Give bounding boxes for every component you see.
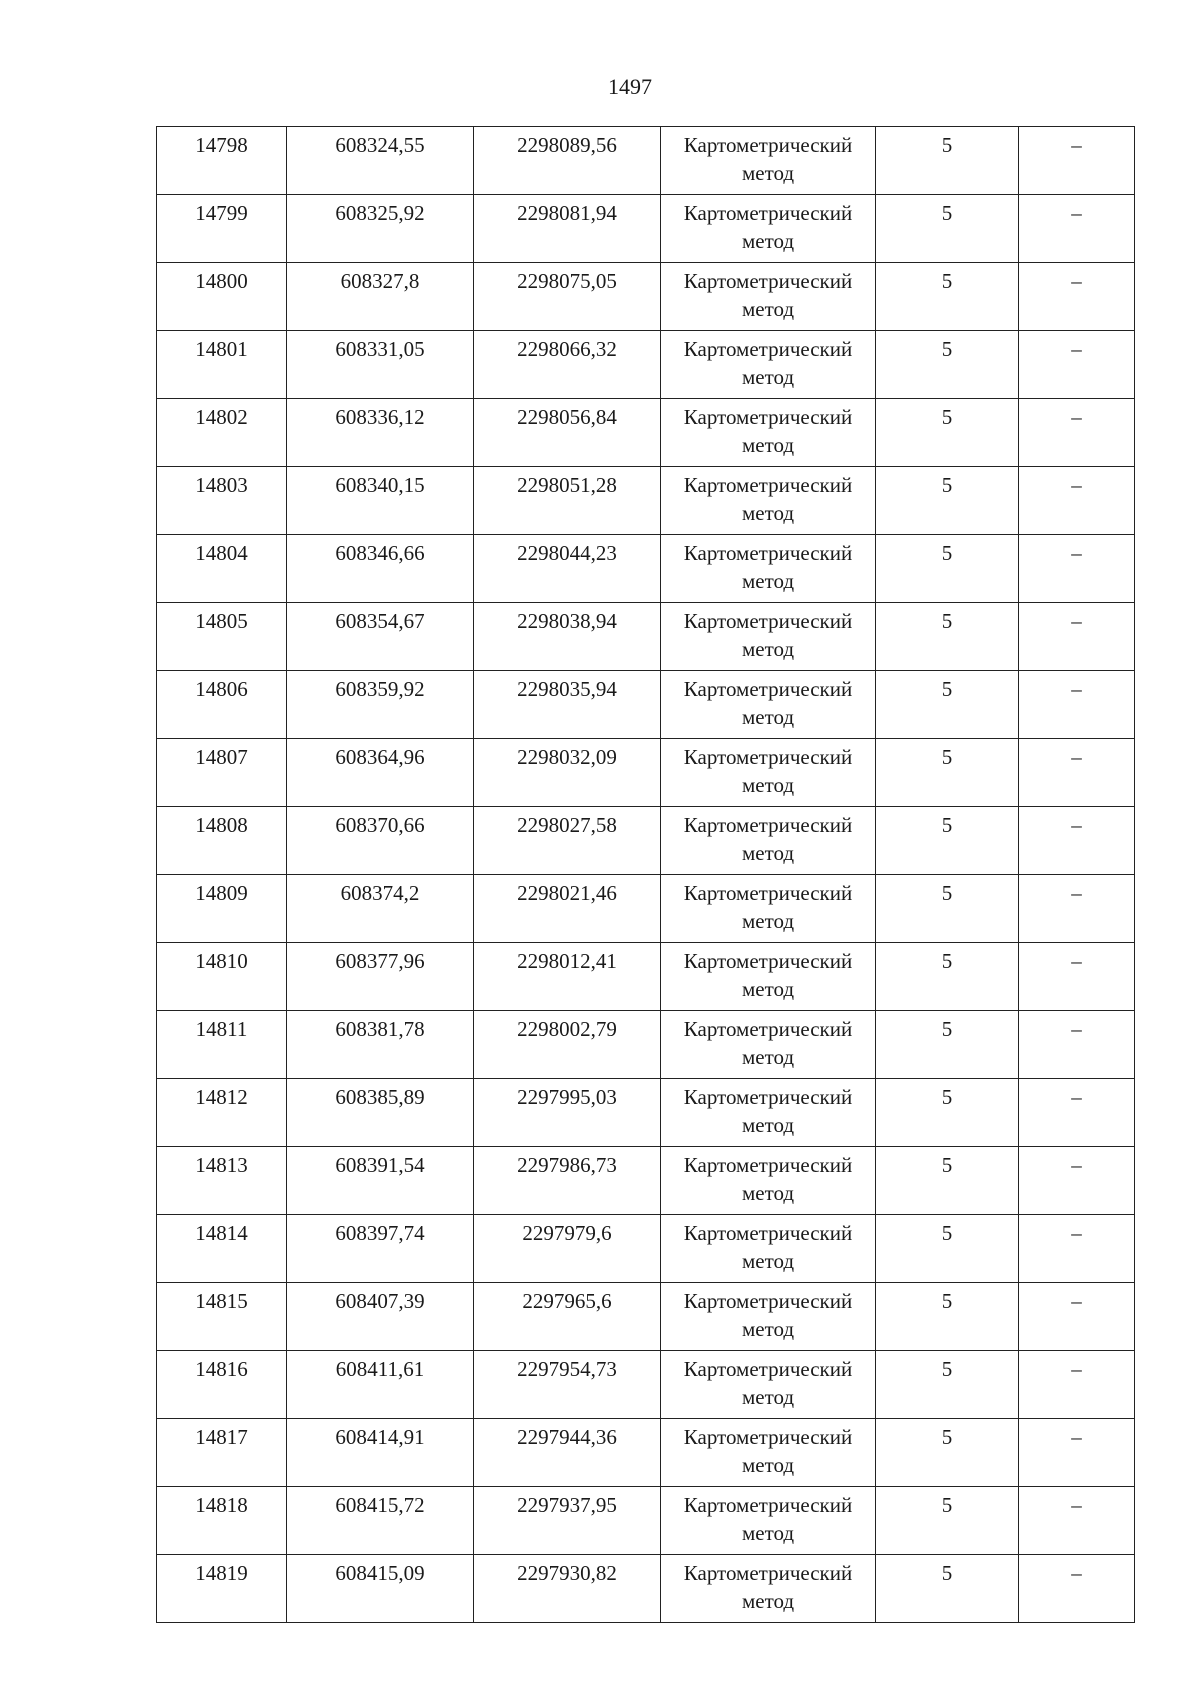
- accuracy-cell: 5: [876, 127, 1019, 195]
- method-cell: [661, 1555, 876, 1623]
- x-coordinate-cell: 608377,96: [287, 943, 474, 1011]
- method-text: Картометрический метод: [683, 745, 853, 797]
- method-text: Картометрический метод: [683, 1493, 853, 1545]
- note-cell: –: [1019, 1011, 1135, 1079]
- accuracy-cell: 5: [876, 671, 1019, 739]
- accuracy-cell: 5: [876, 603, 1019, 671]
- note-cell: –: [1019, 1487, 1135, 1555]
- table-row: [157, 943, 1135, 1011]
- table-row: [157, 1487, 1135, 1555]
- y-coordinate-cell: 2297930,82: [474, 1555, 661, 1623]
- method-text: Картометрический метод: [683, 1017, 853, 1069]
- table-row: [157, 875, 1135, 943]
- x-coordinate-cell: 608415,72: [287, 1487, 474, 1555]
- y-coordinate-cell: 2298038,94: [474, 603, 661, 671]
- y-coordinate-cell: 2298075,05: [474, 263, 661, 331]
- note-cell: –: [1019, 1351, 1135, 1419]
- method-text: Картометрический метод: [683, 269, 853, 321]
- x-coordinate-cell: 608364,96: [287, 739, 474, 807]
- y-coordinate-cell: 2298032,09: [474, 739, 661, 807]
- accuracy-cell: 5: [876, 1079, 1019, 1147]
- table-row: [157, 1555, 1135, 1623]
- point-id-cell: 14819: [157, 1555, 287, 1623]
- method-text: Картометрический метод: [683, 473, 853, 525]
- table-row: [157, 807, 1135, 875]
- y-coordinate-cell: 2298021,46: [474, 875, 661, 943]
- x-coordinate-cell: 608411,61: [287, 1351, 474, 1419]
- note-cell: –: [1019, 127, 1135, 195]
- y-coordinate-cell: 2298027,58: [474, 807, 661, 875]
- method-cell: [661, 399, 876, 467]
- y-coordinate-cell: 2297995,03: [474, 1079, 661, 1147]
- method-cell: [661, 807, 876, 875]
- method-cell: [661, 1419, 876, 1487]
- accuracy-cell: 5: [876, 467, 1019, 535]
- point-id-cell: 14811: [157, 1011, 287, 1079]
- x-coordinate-cell: 608385,89: [287, 1079, 474, 1147]
- accuracy-cell: 5: [876, 739, 1019, 807]
- accuracy-cell: 5: [876, 263, 1019, 331]
- method-text: Картометрический метод: [683, 813, 853, 865]
- method-text: Картометрический метод: [683, 133, 853, 185]
- x-coordinate-cell: 608359,92: [287, 671, 474, 739]
- method-text: Картометрический метод: [683, 1153, 853, 1205]
- note-cell: –: [1019, 671, 1135, 739]
- note-cell: –: [1019, 943, 1135, 1011]
- accuracy-cell: 5: [876, 1555, 1019, 1623]
- method-cell: [661, 671, 876, 739]
- accuracy-cell: 5: [876, 331, 1019, 399]
- note-cell: –: [1019, 331, 1135, 399]
- x-coordinate-cell: 608340,15: [287, 467, 474, 535]
- accuracy-cell: 5: [876, 1487, 1019, 1555]
- x-coordinate-cell: 608324,55: [287, 127, 474, 195]
- accuracy-cell: 5: [876, 195, 1019, 263]
- note-cell: –: [1019, 1555, 1135, 1623]
- accuracy-cell: 5: [876, 1147, 1019, 1215]
- table-row: [157, 195, 1135, 263]
- note-cell: –: [1019, 1283, 1135, 1351]
- table-row: [157, 1351, 1135, 1419]
- accuracy-cell: 5: [876, 1283, 1019, 1351]
- method-text: Картометрический метод: [683, 949, 853, 1001]
- table-row: [157, 1011, 1135, 1079]
- x-coordinate-cell: 608414,91: [287, 1419, 474, 1487]
- point-id-cell: 14799: [157, 195, 287, 263]
- accuracy-cell: 5: [876, 399, 1019, 467]
- point-id-cell: 14809: [157, 875, 287, 943]
- point-id-cell: 14800: [157, 263, 287, 331]
- x-coordinate-cell: 608407,39: [287, 1283, 474, 1351]
- method-text: Картометрический метод: [683, 1357, 853, 1409]
- table-row: [157, 1419, 1135, 1487]
- y-coordinate-cell: 2298012,41: [474, 943, 661, 1011]
- note-cell: –: [1019, 875, 1135, 943]
- note-cell: –: [1019, 467, 1135, 535]
- y-coordinate-cell: 2298035,94: [474, 671, 661, 739]
- accuracy-cell: 5: [876, 1351, 1019, 1419]
- x-coordinate-cell: 608415,09: [287, 1555, 474, 1623]
- method-cell: [661, 263, 876, 331]
- point-id-cell: 14814: [157, 1215, 287, 1283]
- accuracy-cell: 5: [876, 1215, 1019, 1283]
- note-cell: –: [1019, 1147, 1135, 1215]
- y-coordinate-cell: 2297937,95: [474, 1487, 661, 1555]
- method-text: Картометрический метод: [683, 1085, 853, 1137]
- table-row: [157, 399, 1135, 467]
- point-id-cell: 14812: [157, 1079, 287, 1147]
- y-coordinate-cell: 2297954,73: [474, 1351, 661, 1419]
- table-row: [157, 1283, 1135, 1351]
- method-text: Картометрический метод: [683, 1561, 853, 1613]
- coordinates-table: [156, 126, 1135, 1623]
- accuracy-cell: 5: [876, 807, 1019, 875]
- method-text: Картометрический метод: [683, 1425, 853, 1477]
- x-coordinate-cell: 608325,92: [287, 195, 474, 263]
- point-id-cell: 14805: [157, 603, 287, 671]
- x-coordinate-cell: 608336,12: [287, 399, 474, 467]
- note-cell: –: [1019, 603, 1135, 671]
- note-cell: –: [1019, 535, 1135, 603]
- method-text: Картометрический метод: [683, 201, 853, 253]
- table-row: [157, 467, 1135, 535]
- method-text: Картометрический метод: [683, 337, 853, 389]
- table-row: [157, 1147, 1135, 1215]
- table-row: [157, 671, 1135, 739]
- table-row: [157, 127, 1135, 195]
- point-id-cell: 14818: [157, 1487, 287, 1555]
- table-row: [157, 739, 1135, 807]
- point-id-cell: 14803: [157, 467, 287, 535]
- method-cell: [661, 1283, 876, 1351]
- x-coordinate-cell: 608391,54: [287, 1147, 474, 1215]
- method-cell: [661, 1351, 876, 1419]
- method-cell: [661, 467, 876, 535]
- method-text: Картометрический метод: [683, 405, 853, 457]
- point-id-cell: 14817: [157, 1419, 287, 1487]
- note-cell: –: [1019, 399, 1135, 467]
- note-cell: –: [1019, 807, 1135, 875]
- x-coordinate-cell: 608397,74: [287, 1215, 474, 1283]
- method-cell: [661, 943, 876, 1011]
- method-cell: [661, 739, 876, 807]
- table-row: [157, 603, 1135, 671]
- point-id-cell: 14798: [157, 127, 287, 195]
- accuracy-cell: 5: [876, 943, 1019, 1011]
- point-id-cell: 14810: [157, 943, 287, 1011]
- note-cell: –: [1019, 195, 1135, 263]
- method-cell: [661, 331, 876, 399]
- y-coordinate-cell: 2297979,6: [474, 1215, 661, 1283]
- accuracy-cell: 5: [876, 535, 1019, 603]
- method-text: Картометрический метод: [683, 609, 853, 661]
- method-text: Картометрический метод: [683, 1289, 853, 1341]
- method-cell: [661, 1215, 876, 1283]
- x-coordinate-cell: 608354,67: [287, 603, 474, 671]
- method-cell: [661, 127, 876, 195]
- x-coordinate-cell: 608374,2: [287, 875, 474, 943]
- note-cell: –: [1019, 1215, 1135, 1283]
- y-coordinate-cell: 2298066,32: [474, 331, 661, 399]
- method-cell: [661, 1011, 876, 1079]
- y-coordinate-cell: 2297986,73: [474, 1147, 661, 1215]
- method-cell: [661, 875, 876, 943]
- point-id-cell: 14801: [157, 331, 287, 399]
- y-coordinate-cell: 2298002,79: [474, 1011, 661, 1079]
- method-text: Картометрический метод: [683, 677, 853, 729]
- y-coordinate-cell: 2297965,6: [474, 1283, 661, 1351]
- note-cell: –: [1019, 1079, 1135, 1147]
- point-id-cell: 14807: [157, 739, 287, 807]
- y-coordinate-cell: 2298056,84: [474, 399, 661, 467]
- y-coordinate-cell: 2297944,36: [474, 1419, 661, 1487]
- table-row: [157, 331, 1135, 399]
- method-cell: [661, 1079, 876, 1147]
- x-coordinate-cell: 608370,66: [287, 807, 474, 875]
- accuracy-cell: 5: [876, 1011, 1019, 1079]
- x-coordinate-cell: 608327,8: [287, 263, 474, 331]
- point-id-cell: 14804: [157, 535, 287, 603]
- table-row: [157, 1079, 1135, 1147]
- y-coordinate-cell: 2298089,56: [474, 127, 661, 195]
- page-number: 1497: [608, 74, 652, 99]
- point-id-cell: 14816: [157, 1351, 287, 1419]
- point-id-cell: 14813: [157, 1147, 287, 1215]
- accuracy-cell: 5: [876, 1419, 1019, 1487]
- x-coordinate-cell: 608331,05: [287, 331, 474, 399]
- table-row: [157, 1215, 1135, 1283]
- x-coordinate-cell: 608346,66: [287, 535, 474, 603]
- y-coordinate-cell: 2298081,94: [474, 195, 661, 263]
- y-coordinate-cell: 2298051,28: [474, 467, 661, 535]
- method-cell: [661, 1487, 876, 1555]
- method-cell: [661, 195, 876, 263]
- note-cell: –: [1019, 263, 1135, 331]
- method-cell: [661, 1147, 876, 1215]
- point-id-cell: 14808: [157, 807, 287, 875]
- method-text: Картометрический метод: [683, 541, 853, 593]
- method-text: Картометрический метод: [683, 881, 853, 933]
- y-coordinate-cell: 2298044,23: [474, 535, 661, 603]
- point-id-cell: 14815: [157, 1283, 287, 1351]
- table-row: [157, 535, 1135, 603]
- method-text: Картометрический метод: [683, 1221, 853, 1273]
- note-cell: –: [1019, 739, 1135, 807]
- accuracy-cell: 5: [876, 875, 1019, 943]
- table-row: [157, 263, 1135, 331]
- method-cell: [661, 535, 876, 603]
- method-cell: [661, 603, 876, 671]
- point-id-cell: 14806: [157, 671, 287, 739]
- point-id-cell: 14802: [157, 399, 287, 467]
- x-coordinate-cell: 608381,78: [287, 1011, 474, 1079]
- note-cell: –: [1019, 1419, 1135, 1487]
